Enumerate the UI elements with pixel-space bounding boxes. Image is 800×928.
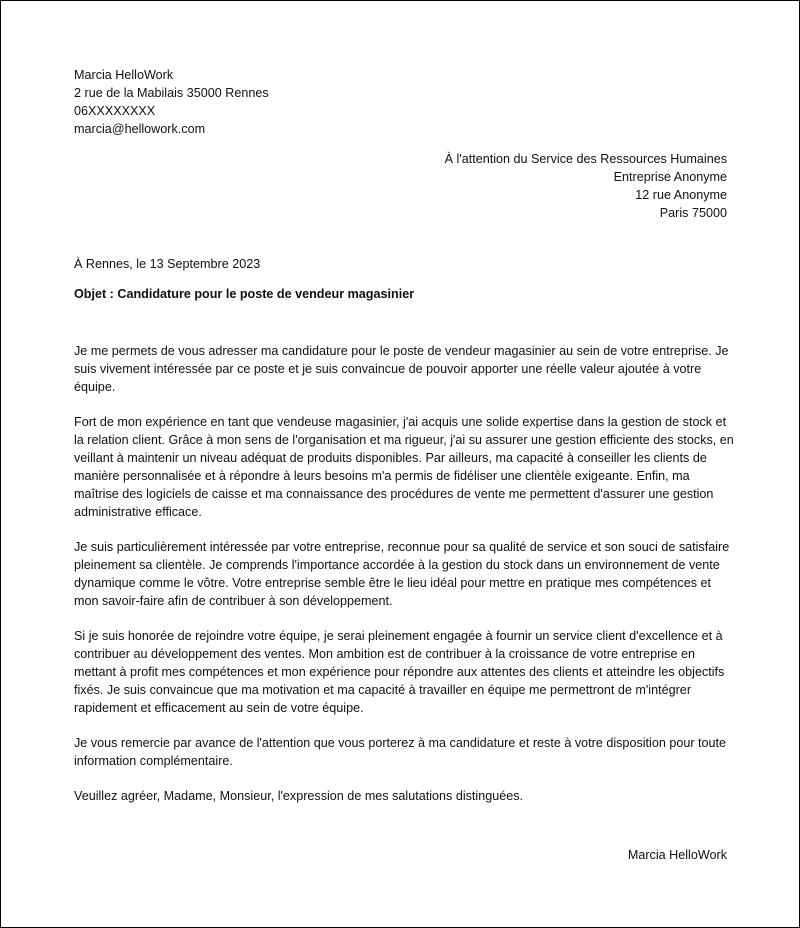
letter-subject: Objet : Candidature pour le poste de vendeur magasinier	[74, 287, 415, 301]
sender-name: Marcia HelloWork	[74, 68, 174, 82]
recipient-street: 12 rue Anonyme	[635, 188, 727, 202]
sender-address: 2 rue de la Mabilais 35000 Rennes	[74, 86, 269, 100]
body-paragraph: Je suis particulièrement intéressée par votre entreprise, reconnue pour sa qualité de service et son souci de satisfaire pleinement sa clientèle. Je comprends l'importance accordée à la gestion du stock dans un environnement de vente dynamique comme le vôtre. Votre entreprise semble être le lieu idéal pour mettre en pratique mes compétences et mon savoir-faire afin de contribuer à son développement.	[74, 540, 730, 608]
body-paragraph: Je vous remercie par avance de l'attention que vous porterez à ma candidature et reste à votre disposition pour toute information complémentaire.	[74, 736, 727, 768]
body-paragraph: Fort de mon expérience en tant que vendeuse magasinier, j'ai acquis une solide expertise dans la gestion de stock et la relation client. Grâce à mon sens de l'organisation et ma rigueur, j'ai su assurer une gestion efficiente des stocks, en veillant à maintenir un niveau adéquat de produits disponibles. Par ailleurs, ma capacité à conseiller les clients de manière personnalisée et à répondre à leurs besoins m'a permis de fidéliser une clientèle exigeante. Enfin, ma maîtrise des logiciels de caisse et ma connaissance des procédures de vente me permettent d'assurer une gestion administrative efficace.	[74, 415, 734, 519]
closing-paragraph: Veuillez agréer, Madame, Monsieur, l'expression de mes salutations distinguées.	[74, 789, 524, 803]
recipient-attention: À l'attention du Service des Ressources Humaines	[444, 152, 727, 166]
letter-date: À Rennes, le 13 Septembre 2023	[74, 257, 261, 271]
recipient-company: Entreprise Anonyme	[613, 170, 727, 184]
recipient-block	[445, 150, 727, 222]
sender-email: marcia@hellowork.com	[74, 122, 206, 136]
letter-body	[74, 342, 734, 822]
signature: Marcia HelloWork	[627, 848, 727, 862]
recipient-city: Paris 75000	[659, 206, 727, 220]
sender-phone: 06XXXXXXXX	[74, 104, 156, 118]
body-paragraph: Si je suis honorée de rejoindre votre équipe, je serai pleinement engagée à fournir un service client d'excellence et à contribuer au développement des ventes. Mon ambition est de contribuer à la croissance de votre entreprise en mettant à profit mes compétences et mon expérience pour répondre aux attentes des clients et atteindre les objectifs fixés. Je suis convaincue que ma motivation et ma capacité à travailler en équipe me permettront de m'intégrer rapidement et efficacement au sein de votre équipe.	[74, 629, 725, 715]
body-paragraph: Je me permets de vous adresser ma candidature pour le poste de vendeur magasinier au sein de votre entreprise. Je suis vivement intéressée par ce poste et je suis convaincue de pouvoir apporter une réelle valeur ajoutée à votre équipe.	[74, 344, 729, 394]
sender-block	[74, 66, 269, 138]
